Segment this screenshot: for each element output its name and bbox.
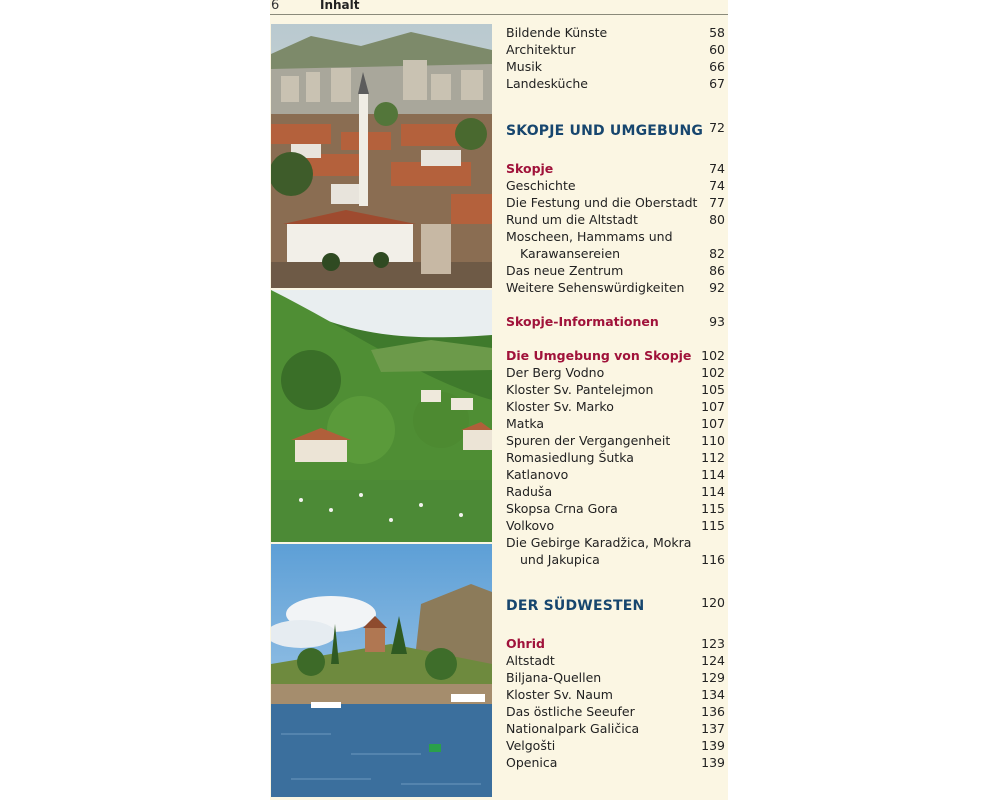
toc-title: Nationalpark Galičica (506, 721, 640, 736)
toc-title: Architektur (506, 42, 576, 57)
toc-page-number: 115 (701, 518, 725, 533)
toc-subsection[interactable] (506, 347, 726, 364)
toc-page-number: 134 (701, 687, 725, 702)
toc-page-number: 80 (709, 212, 725, 227)
toc-title: Kloster Sv. Naum (506, 687, 613, 702)
toc-page-number: 114 (701, 467, 725, 482)
toc-entry[interactable] (506, 652, 726, 669)
toc-page-number: 137 (701, 721, 725, 736)
toc-page-number: 58 (709, 25, 725, 40)
toc-title: Bildende Künste (506, 25, 608, 40)
toc-page-number: 139 (701, 755, 725, 770)
toc-title: Das neue Zentrum (506, 263, 624, 278)
toc-title: Biljana-Quellen (506, 670, 602, 685)
toc-page-number: 110 (701, 433, 725, 448)
toc-entry[interactable] (506, 517, 726, 534)
toc-title: Skopje-Informationen (506, 314, 659, 329)
photo-skopje-old-town (271, 24, 492, 288)
toc-entry[interactable] (506, 194, 726, 211)
toc-entry[interactable] (506, 262, 726, 279)
toc-title: Das östliche Seeufer (506, 704, 635, 719)
toc-subsection[interactable] (506, 635, 726, 652)
toc-section[interactable] (506, 120, 726, 140)
toc-entry[interactable] (506, 75, 726, 92)
toc-page-number: 116 (701, 552, 725, 567)
toc-entry[interactable] (506, 669, 726, 686)
toc-entry[interactable] (506, 534, 726, 551)
toc-entry[interactable] (506, 720, 726, 737)
toc-title: Katlanovo (506, 467, 569, 482)
toc-page-number: 139 (701, 738, 725, 753)
toc-page-number: 105 (701, 382, 725, 397)
toc-title: Rund um die Altstadt (506, 212, 638, 227)
toc-entry[interactable] (506, 449, 726, 466)
toc-page-number: 129 (701, 670, 725, 685)
running-header (270, 0, 728, 15)
toc-page-number: 112 (701, 450, 725, 465)
toc-page-number: 107 (701, 399, 725, 414)
toc-title: Matka (506, 416, 545, 431)
toc-title: Velgošti (506, 738, 556, 753)
toc-title: Skopsa Crna Gora (506, 501, 618, 516)
toc-page-number: 74 (709, 161, 725, 176)
toc-title: Volkovo (506, 518, 555, 533)
toc-entry[interactable] (506, 754, 726, 771)
toc-entry[interactable] (506, 24, 726, 41)
toc-title: Spuren der Vergangenheit (506, 433, 671, 448)
toc-subsection[interactable] (506, 313, 726, 330)
toc-page-number: 114 (701, 484, 725, 499)
toc-entry[interactable] (506, 245, 726, 262)
toc-title: DER SÜDWESTEN (506, 598, 645, 614)
toc-entry[interactable] (506, 177, 726, 194)
toc-title: Die Gebirge Karadžica, Mokra (506, 535, 692, 550)
toc-title: Altstadt (506, 653, 555, 668)
toc-page-number: 124 (701, 653, 725, 668)
toc-page-number: 72 (709, 120, 725, 135)
toc-title: Moscheen, Hammams und (506, 229, 673, 244)
toc-entry[interactable] (506, 686, 726, 703)
toc-title: Weitere Sehenswürdigkeiten (506, 280, 685, 295)
toc-entry[interactable] (506, 381, 726, 398)
toc-title: Geschichte (506, 178, 576, 193)
toc-title: Raduša (506, 484, 553, 499)
toc-title: Musik (506, 59, 542, 74)
toc-page-number: 82 (709, 246, 725, 261)
toc-title: Der Berg Vodno (506, 365, 605, 380)
toc-entry[interactable] (506, 398, 726, 415)
toc-page-number: 102 (701, 365, 725, 380)
toc-page-number: 92 (709, 280, 725, 295)
toc-title: Romasiedlung Šutka (506, 450, 634, 465)
toc-section[interactable] (506, 595, 726, 615)
toc-page-number: 66 (709, 59, 725, 74)
toc-page-number: 93 (709, 314, 725, 329)
toc-title: Openica (506, 755, 558, 770)
toc-page-number: 136 (701, 704, 725, 719)
toc-entry[interactable] (506, 737, 726, 754)
toc-title: und Jakupica (520, 552, 600, 567)
photo-ohrid-lake (271, 544, 492, 797)
toc-entry[interactable] (506, 432, 726, 449)
toc-page-number: 102 (701, 348, 725, 363)
toc-entry[interactable] (506, 41, 726, 58)
toc-page-number: 123 (701, 636, 725, 651)
toc-page-number: 77 (709, 195, 725, 210)
toc-entry[interactable] (506, 211, 726, 228)
header-title: Inhalt (320, 0, 360, 12)
toc-entry[interactable] (506, 551, 726, 568)
toc-title: Kloster Sv. Marko (506, 399, 614, 414)
toc-title: Die Umgebung von Skopje (506, 348, 692, 363)
photo-green-valley (271, 290, 492, 542)
toc-entry[interactable] (506, 279, 726, 296)
toc-title: SKOPJE UND UMGEBUNG (506, 123, 704, 139)
toc-title: Karawansereien (520, 246, 621, 261)
toc-entry[interactable] (506, 466, 726, 483)
toc-title: Landesküche (506, 76, 588, 91)
toc-title: Kloster Sv. Pantelejmon (506, 382, 654, 397)
toc-page-number: 67 (709, 76, 725, 91)
toc-entry[interactable] (506, 58, 726, 75)
toc-entry[interactable] (506, 500, 726, 517)
toc-entry[interactable] (506, 364, 726, 381)
page-number: 6 (271, 0, 280, 13)
toc-page-number: 107 (701, 416, 725, 431)
toc-entry[interactable] (506, 703, 726, 720)
toc-page-number: 120 (701, 595, 725, 610)
toc-entry[interactable] (506, 228, 726, 245)
toc-title: Skopje (506, 161, 554, 176)
toc-page-number: 74 (709, 178, 725, 193)
toc-entry[interactable] (506, 483, 726, 500)
toc-page-number: 86 (709, 263, 725, 278)
toc-entry[interactable] (506, 415, 726, 432)
toc-page-number: 60 (709, 42, 725, 57)
toc-subsection[interactable] (506, 160, 726, 177)
toc-title: Die Festung und die Oberstadt (506, 195, 698, 210)
toc-page-number: 115 (701, 501, 725, 516)
toc-title: Ohrid (506, 636, 545, 651)
